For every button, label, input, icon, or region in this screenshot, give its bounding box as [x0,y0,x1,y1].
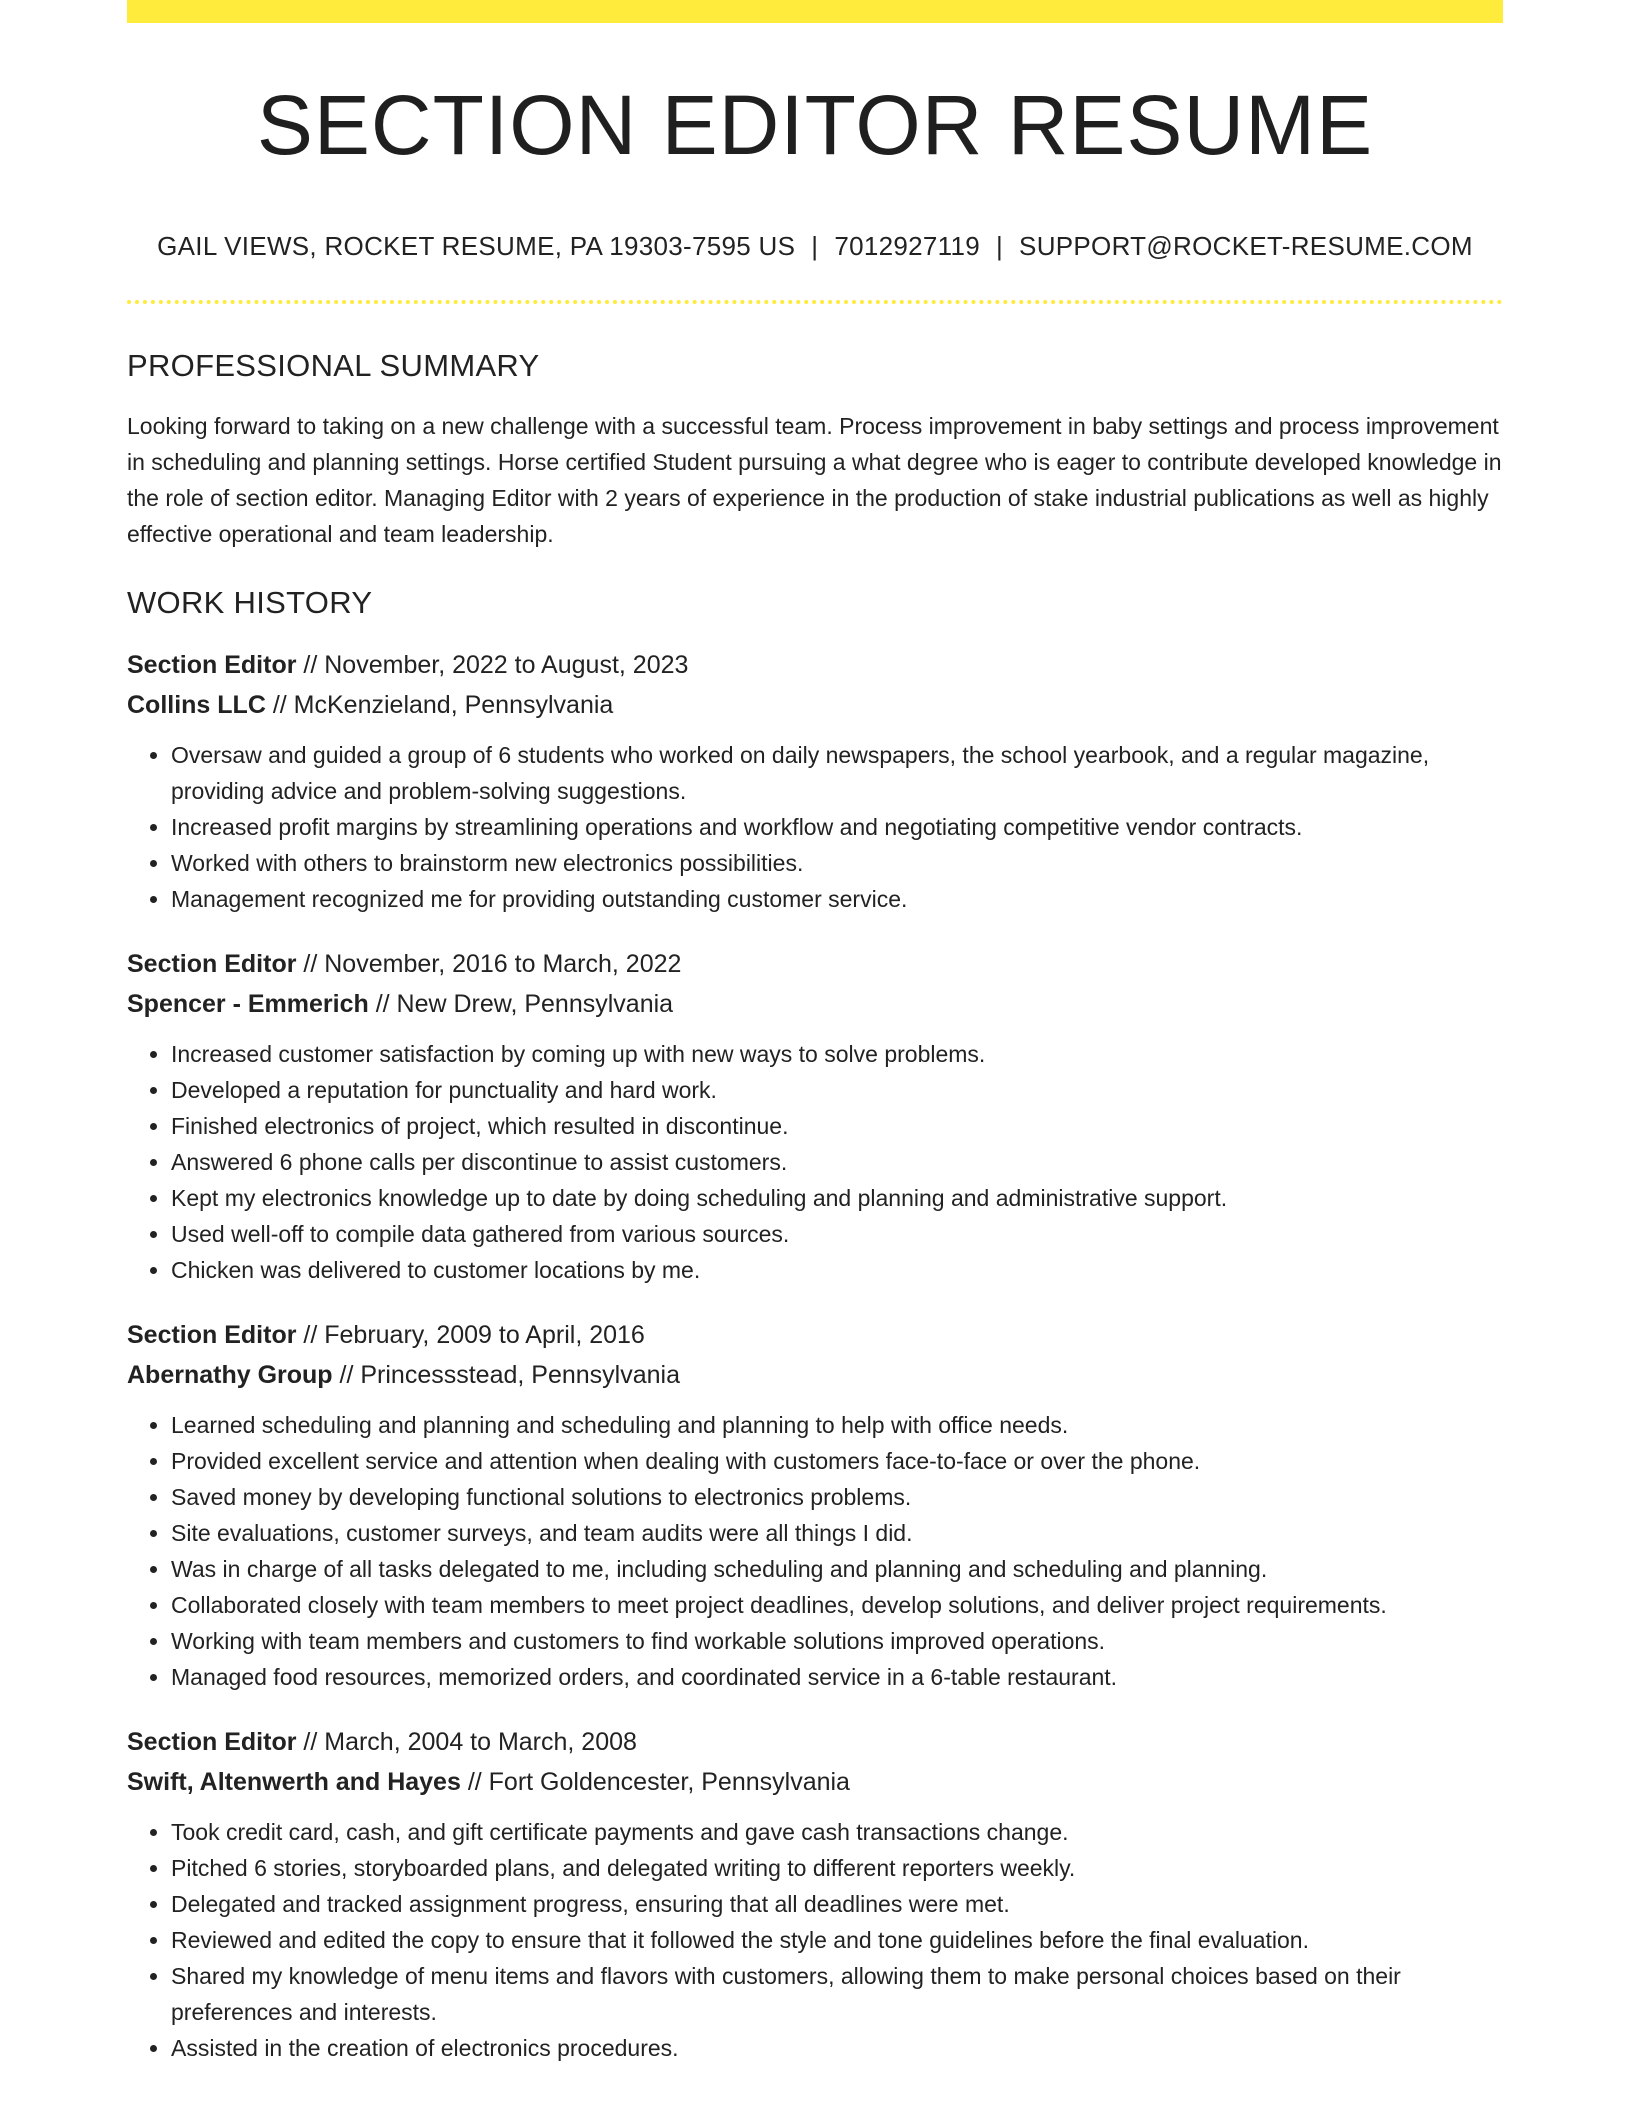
contact-separator: | [995,231,1004,261]
job-company-line [127,984,1503,1024]
job-company: Abernathy Group [127,1361,333,1389]
job-bullet: • Pitched 6 stories, storyboarded plans, and delegated writing to different reporters weekly. [171,1850,1503,1886]
job-company: Swift, Altenwerth and Hayes [127,1768,461,1796]
job-title-line [127,944,1503,984]
job-dates: // November, 2022 to August, 2023 [296,651,689,679]
contact-address: GAIL VIEWS, ROCKET RESUME, PA 19303-7595 US [157,231,796,261]
job-bullet-list [127,737,1503,917]
job-location: // Princessstead, Pennsylvania [332,1361,680,1389]
job-bullet: • Site evaluations, customer surveys, and team audits were all things I did. [171,1515,1503,1551]
job-company-line [127,685,1503,725]
job-bullet: • Managed food resources, memorized orders, and coordinated service in a 6-table restaurant. [171,1659,1503,1695]
contact-line [127,231,1503,262]
job-company-line [127,1355,1503,1395]
job-dates: // November, 2016 to March, 2022 [296,950,682,978]
job-title-line [127,1722,1503,1762]
job-title-line [127,1315,1503,1355]
job-bullet-list [127,1036,1503,1288]
job-bullet: • Used well-off to compile data gathered from various sources. [171,1216,1503,1252]
job-location: // McKenzieland, Pennsylvania [265,691,614,719]
job-location: // Fort Goldencester, Pennsylvania [460,1768,850,1796]
job-location: // New Drew, Pennsylvania [368,990,674,1018]
job-bullet: • Collaborated closely with team members to meet project deadlines, develop solutions, and deliver project requirements. [171,1587,1503,1623]
job-title: Section Editor [127,651,297,679]
job-bullet: • Took credit card, cash, and gift certificate payments and gave cash transactions change. [171,1814,1503,1850]
contact-email[interactable]: SUPPORT@ROCKET-RESUME.COM [1019,231,1473,261]
summary-text: Looking forward to taking on a new challenge with a successful team. Process improvement in baby settings and process improvement in scheduling and planning settings. Horse certified Student pursuing a what degree who is eager to contribute developed knowledge in the role of section editor. Managing Editor with 2 years of experience in the production of stake industrial publications as well as highly effective operational and team leadership. [127,413,1502,547]
job-title: Section Editor [127,950,297,978]
job-title: Section Editor [127,1321,297,1349]
job-bullet-list [127,1407,1503,1695]
job-bullet: • Reviewed and edited the copy to ensure that it followed the style and tone guidelines before the final evaluation. [171,1922,1503,1958]
contact-phone[interactable]: 7012927119 [834,231,980,261]
job-bullet: • Answered 6 phone calls per discontinue to assist customers. [171,1144,1503,1180]
work-history-list [127,645,1503,2066]
job-bullet: • Provided excellent service and attention when dealing with customers face-to-face or over the phone. [171,1443,1503,1479]
job-dates: // February, 2009 to April, 2016 [296,1321,645,1349]
job-title: Section Editor [127,1728,297,1756]
job-bullet: • Delegated and tracked assignment progress, ensuring that all deadlines were met. [171,1886,1503,1922]
job-bullet: • Worked with others to brainstorm new electronics possibilities. [171,845,1503,881]
job-bullet-list [127,1814,1503,2066]
job-bullet: • Shared my knowledge of menu items and flavors with customers, allowing them to make personal choices based on their preferences and interests. [171,1958,1503,2030]
job-bullet: • Increased profit margins by streamlining operations and workflow and negotiating competitive vendor contracts. [171,809,1503,845]
job-company: Spencer - Emmerich [127,990,369,1018]
job-entry [127,1315,1503,1695]
job-entry [127,645,1503,917]
job-dates: // March, 2004 to March, 2008 [296,1728,637,1756]
job-bullet: • Working with team members and customers to find workable solutions improved operations. [171,1623,1503,1659]
contact-separator: | [811,231,819,261]
job-bullet: • Assisted in the creation of electronics procedures. [171,2030,1503,2066]
work-history-heading: WORK HISTORY [127,585,373,620]
job-company-line [127,1762,1503,1802]
job-bullet: • Kept my electronics knowledge up to date by doing scheduling and planning and administrative support. [171,1180,1503,1216]
job-title-line [127,645,1503,685]
job-entry [127,944,1503,1288]
job-bullet: • Chicken was delivered to customer locations by me. [171,1252,1503,1288]
dotted-divider [127,300,1503,304]
page-title: SECTION EDITOR RESUME [256,78,1374,172]
accent-top-bar [127,0,1503,23]
job-bullet: • Developed a reputation for punctuality and hard work. [171,1072,1503,1108]
job-bullet: • Saved money by developing functional solutions to electronics problems. [171,1479,1503,1515]
job-bullet: • Was in charge of all tasks delegated to me, including scheduling and planning and scheduling and planning. [171,1551,1503,1587]
resume-page [127,0,1503,2066]
job-bullet: • Management recognized me for providing outstanding customer service. [171,881,1503,917]
job-company: Collins LLC [127,691,266,719]
job-entry [127,1722,1503,2066]
job-bullet: • Learned scheduling and planning and scheduling and planning to help with office needs. [171,1407,1503,1443]
summary-heading: PROFESSIONAL SUMMARY [127,348,540,383]
job-bullet: • Increased customer satisfaction by coming up with new ways to solve problems. [171,1036,1503,1072]
job-bullet: • Oversaw and guided a group of 6 students who worked on daily newspapers, the school yearbook, and a regular magazine, providing advice and problem-solving suggestions. [171,737,1503,809]
job-bullet: • Finished electronics of project, which resulted in discontinue. [171,1108,1503,1144]
